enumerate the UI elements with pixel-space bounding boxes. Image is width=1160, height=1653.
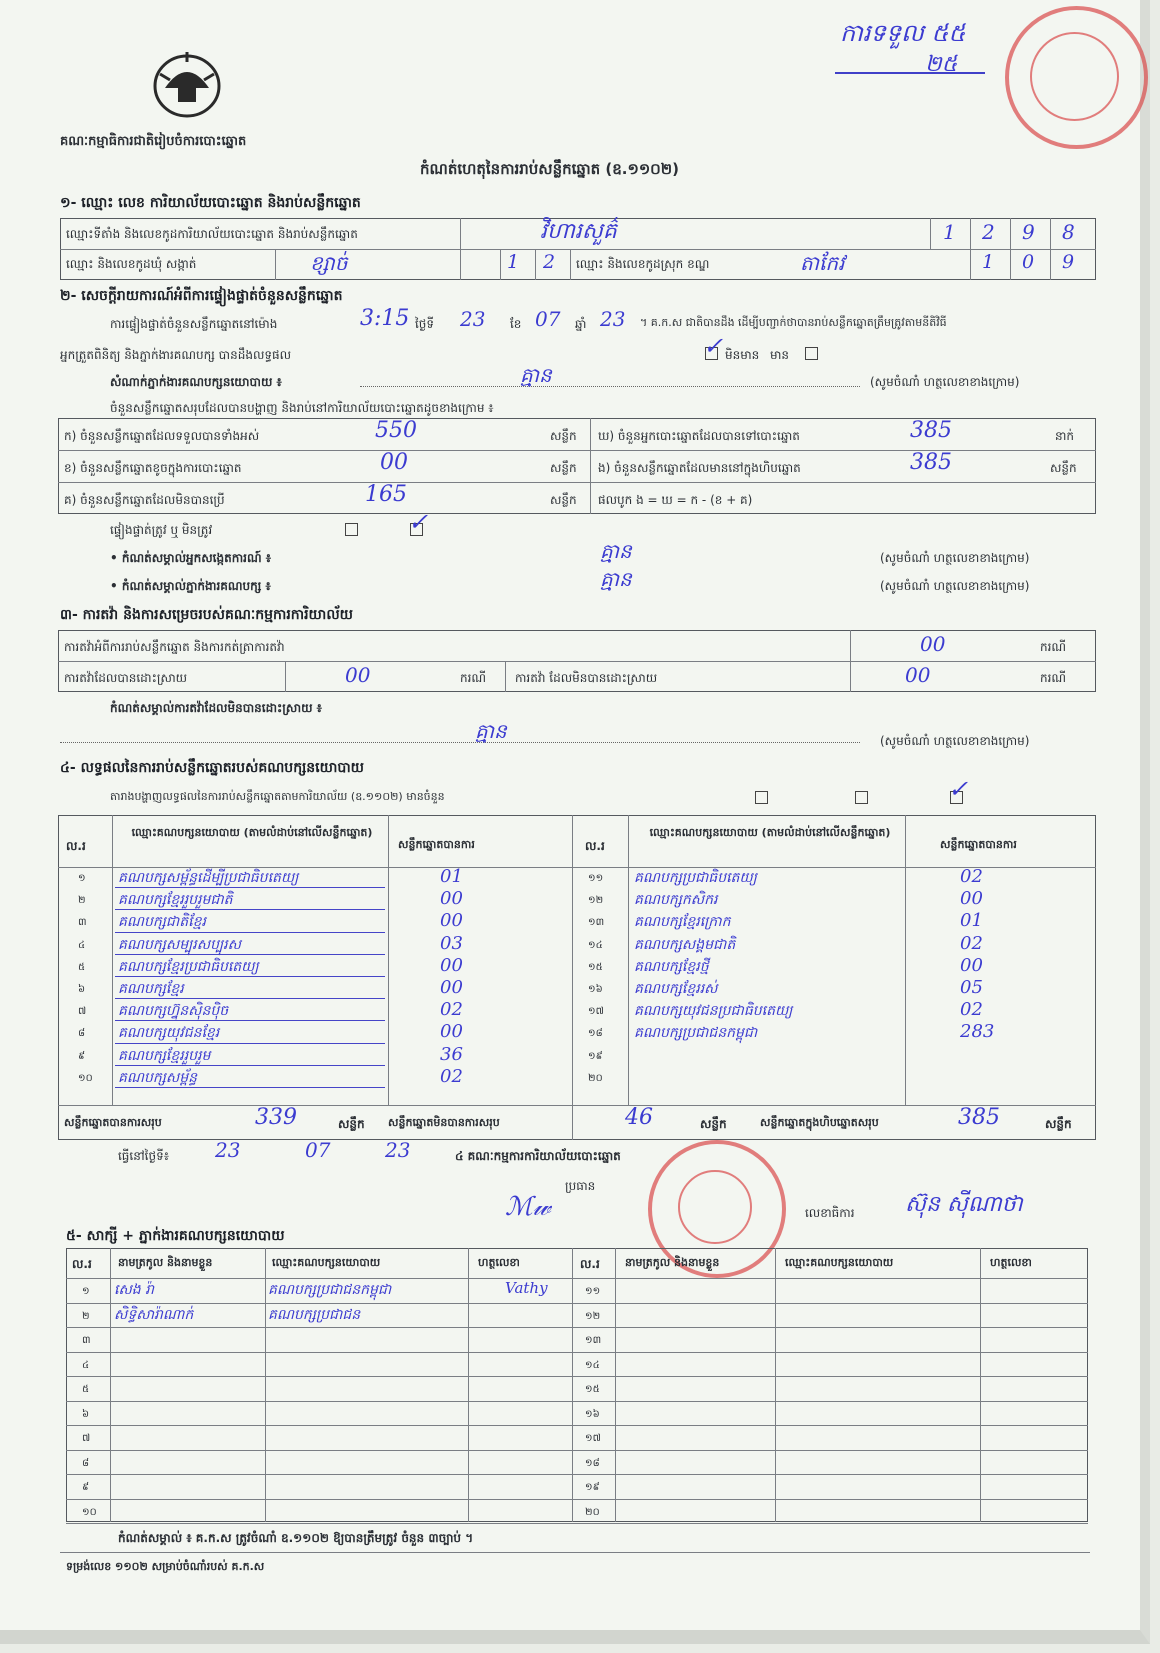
total-all-value: 385 (958, 1105, 1000, 1130)
location-code-2: 2 (982, 220, 995, 244)
complaint1-value: 00 (920, 632, 946, 656)
observer-value: គ្មាន (520, 363, 552, 387)
commune-code-2: 2 (543, 251, 556, 273)
w-right-no-header: ល.រ (580, 1257, 600, 1271)
result-left-underline (115, 976, 385, 977)
commune-code-1: 1 (507, 251, 520, 273)
witness-name: សេង រ៉ា (114, 1282, 154, 1298)
corner-line (835, 72, 985, 74)
total-valid-unit: សន្លឹក (338, 1117, 365, 1131)
witness-vline-3 (572, 1248, 573, 1522)
checkbox-pages-2[interactable] (855, 791, 868, 804)
witness-left-no: ៨ (82, 1457, 90, 1469)
location-code-3: 9 (1022, 220, 1035, 244)
result-left-votes: 02 (440, 999, 463, 1021)
total-all-label: សន្លឹកឆ្នោតក្នុងហិបឆ្នោតសរុប (760, 1116, 879, 1129)
result-right-votes: 01 (960, 910, 983, 932)
result-right-no: ១៦ (588, 984, 603, 995)
complaint-sign-note: (សូមចំណាំ ហត្ថលេខាខាងក្រោម) (880, 734, 1030, 748)
result-left-party: គណបក្សសម្ព័ន្ធដើម្បីប្រជាធិបតេយ្យ (118, 870, 299, 886)
total-c-unit: សន្លឹក (550, 493, 577, 507)
result-left-underline (115, 887, 385, 888)
witness-right-no: ២០ (585, 1506, 600, 1518)
result-right-votes: 02 (960, 932, 983, 954)
right-no-header: ល.រ (585, 839, 605, 853)
total-d-unit: នាក់ (1055, 429, 1075, 443)
w-right-sign-header: ហត្ថលេខា (990, 1256, 1032, 1269)
district-code-3: 9 (1062, 251, 1075, 273)
witness-left-no: ១០ (82, 1506, 97, 1518)
witness-vline-0 (110, 1248, 111, 1522)
w-left-sign-header: ហត្ថលេខា (478, 1256, 520, 1269)
witness-right-no: ១៤ (585, 1359, 600, 1371)
result-left-underline (115, 1065, 385, 1066)
witness-vline-5 (775, 1248, 776, 1522)
w-right-name-header: នាមត្រកូល និងនាមខ្លួន (625, 1256, 720, 1269)
result-left-no: ៣ (78, 917, 87, 929)
total-all-unit: សន្លឹក (1045, 1117, 1072, 1131)
district-value: តាកែវ (800, 251, 845, 275)
witness-right-no: ១៨ (585, 1457, 600, 1469)
total-invalid-unit: សន្លឹក (700, 1117, 727, 1131)
complaint2-label: ការតវ៉ាដែលបានដោះស្រាយ (64, 671, 188, 685)
check-line: ផ្ទៀងផ្ទាត់ត្រូវ ឬ មិនត្រូវ (110, 523, 213, 537)
result-right-no: ១៣ (588, 917, 605, 929)
witness-hline-7 (66, 1450, 1088, 1451)
total-c-value: 165 (365, 482, 407, 507)
total-d-value: 385 (910, 418, 952, 443)
complaint3-unit: ករណី (1040, 671, 1067, 685)
witness-left-no: ៩ (82, 1482, 90, 1493)
committee-label: ៤ គណៈកម្មការការិយាល័យបោះឆ្នោត (455, 1149, 621, 1163)
result-left-party: គណបក្សហ្វ៊ុនស៊ិនប៉ិច (118, 1003, 229, 1020)
result-right-votes: 02 (960, 866, 983, 887)
result-left-votes: 36 (440, 1043, 463, 1065)
result-right-no: ១៧ (588, 1006, 604, 1018)
section2-title: ២- សេចក្តីរាយការណ៍អំពីការផ្ទៀងផ្ទាត់ចំនួនសន្លឹកឆ្នោត (60, 288, 343, 304)
complaint-note-label: កំណត់សម្គាល់ការតវ៉ាដែលមិនបានដោះស្រាយ ៖ (110, 701, 322, 715)
results-vline-1 (112, 815, 113, 1105)
witness-table (66, 1248, 1088, 1522)
results-vline-4 (628, 815, 629, 1105)
witness-right-no: ១៩ (585, 1482, 600, 1493)
result-right-no: ១៥ (588, 961, 603, 973)
result-left-no: ៦ (78, 984, 86, 995)
total-a-value: 550 (375, 418, 417, 443)
result-left-no: ៥ (78, 961, 86, 973)
section3-title: ៣- ការតវ៉ា និងការសម្រេចរបស់គណៈកម្មការការិយាល័យ (60, 607, 353, 623)
result-right-no: ១២ (588, 895, 604, 907)
total-b-label: ខ) ចំនួនសន្លឹកឆ្នោតខូចក្នុងការបោះឆ្នោត (64, 461, 242, 475)
w-left-no-header: ល.រ (72, 1257, 92, 1271)
result-right-votes: 05 (960, 977, 983, 998)
checkbox-has[interactable] (805, 347, 818, 360)
district-label: ឈ្មោះ និងលេខកូដស្រុក ខណ្ឌ (576, 257, 710, 271)
result-left-party: គណបក្សសម្ព័ន្ធ (118, 1069, 198, 1086)
total-e-value: 385 (910, 450, 952, 475)
form-title: កំណត់ហេតុនៃការរាប់សន្លឹកឆ្នោត (ឧ.១១០២) (420, 160, 680, 178)
witness-hline-5 (66, 1401, 1088, 1402)
location-code-1: 1 (943, 220, 956, 244)
w-left-name-header: នាមត្រកូល និងនាមខ្លួន (118, 1256, 213, 1269)
secretary-name: ស៊ុន ស៊ីណាថា (905, 1192, 1023, 1217)
checkmark-none-icon: ✓ (703, 332, 724, 360)
total-d-label: ឃ) ចំនួនអ្នកបោះឆ្នោតដែលបានទៅបោះឆ្នោត (598, 429, 800, 443)
witness-left-no: ១ (82, 1286, 90, 1297)
result-left-underline (115, 954, 385, 955)
witness-vline-2 (468, 1248, 469, 1522)
witness-right-no: ១៣ (585, 1335, 602, 1346)
result-left-no: ១ (78, 873, 86, 884)
location-code-4: 8 (1062, 220, 1075, 244)
result-left-votes: 00 (440, 1021, 463, 1043)
witness-right-no: ១៧ (585, 1433, 601, 1444)
result-left-party: គណបក្សខ្មែររួបរួម (118, 1047, 211, 1064)
results-vline-5 (905, 815, 906, 1105)
result-right-no: ១៩ (588, 1050, 603, 1062)
has-label: មាន (770, 348, 790, 362)
committee-stamp-inner (678, 1170, 752, 1244)
result-left-party: គណបក្សយុវជនខ្មែរ (118, 1025, 220, 1042)
witness-hline-6 (66, 1425, 1088, 1426)
result-right-party: គណបក្សខ្មែរថ្មី (634, 958, 709, 975)
result-left-underline (115, 1043, 385, 1044)
witness-left-no: ២ (82, 1310, 90, 1322)
witness-vline-1 (265, 1248, 266, 1522)
verify-text-2: អ្នកត្រួតពិនិត្យ និងភ្នាក់ងារគណបក្ស បានដឹងលទ្ធផល (60, 348, 292, 362)
witness-right-no: ១៥ (585, 1384, 600, 1395)
total-valid-value: 339 (255, 1105, 297, 1130)
observer2-value: គ្មាន (600, 567, 632, 591)
complaint2-unit: ករណី (460, 671, 487, 685)
verify-year: 23 (600, 307, 626, 331)
witness-left-no: ៥ (82, 1384, 90, 1395)
witness-sign: Vathy (505, 1279, 548, 1297)
year-label: ឆ្នាំ (575, 317, 587, 331)
result-right-votes: 283 (960, 1021, 995, 1043)
section4-title: ៤- លទ្ធផលនៃការរាប់សន្លឹកឆ្នោតរបស់គណបក្សនយោបាយ (60, 760, 365, 776)
total-invalid-value: 46 (625, 1105, 653, 1130)
location-value: វិហារសួគ៌ (540, 219, 617, 244)
witness-name: សិទ្ធិសារ៉ាណាក់ (114, 1306, 194, 1323)
witness-hline-1 (66, 1303, 1088, 1304)
observer-label: សំណាក់ភ្នាក់ងារគណបក្សនយោបាយ ៖ (110, 375, 282, 389)
result-left-party: គណបក្សខ្មែររួបរួមជាតិ (118, 892, 233, 909)
observer-sign-note: (សូមចំណាំ ហត្ថលេខាខាងក្រោម) (870, 375, 1020, 389)
checkbox-pages-1[interactable] (755, 791, 768, 804)
left-no-header: ល.រ (66, 839, 86, 853)
total-e-unit: សន្លឹក (1050, 461, 1077, 475)
result-right-no: ២០ (588, 1072, 603, 1084)
emblem-icon (150, 48, 224, 118)
result-right-votes: 00 (960, 888, 983, 910)
secretary-label: លេខាធិការ (805, 1206, 855, 1220)
observer1-note: (សូមចំណាំ ហត្ថលេខាខាងក្រោម) (880, 551, 1030, 565)
day-label: ថ្ងៃទី (415, 317, 435, 331)
result-right-no: ១៤ (588, 939, 603, 951)
results-vline-3 (572, 815, 573, 1140)
witness-hline-8 (66, 1474, 1088, 1475)
result-right-party: គណបក្សប្រជាធិបតេយ្យ (634, 870, 757, 886)
w-left-party-header: ឈ្មោះគណបក្សនយោបាយ (272, 1256, 381, 1269)
result-right-party: គណបក្សខ្មែររស់ (634, 981, 718, 997)
witness-vline-4 (615, 1248, 616, 1522)
complaint-note-value: គ្មាន (475, 719, 507, 743)
result-left-votes: 00 (440, 910, 463, 932)
result-date-day: 23 (215, 1138, 241, 1162)
checkmark-correct-icon: ✓ (408, 508, 429, 536)
result-left-underline (115, 998, 385, 999)
witness-left-no: ៧ (82, 1433, 91, 1444)
result-right-party: គណបក្សសង្គមជាតិ (634, 936, 736, 953)
w-right-party-header: ឈ្មោះគណបក្សនយោបាយ (785, 1256, 894, 1269)
result-right-party: គណបក្សប្រជាជនកម្ពុជា (634, 1025, 758, 1042)
observer1-label: • កំណត់សម្គាល់អ្នកសង្កេតការណ៍ ៖ (110, 551, 272, 565)
right-party-header: ឈ្មោះគណបក្សនយោបាយ (តាមលំដាប់នៅលើសន្លឹកឆ្នោត) (649, 826, 891, 839)
result-left-no: ៤ (78, 939, 86, 951)
result-right-party: គណបក្សយុវជនប្រជាធិបតេយ្យ (634, 1003, 793, 1020)
verify-day: 23 (460, 307, 486, 331)
result-right-no: ១៨ (588, 1028, 603, 1040)
total-a-unit: សន្លឹក (550, 429, 577, 443)
location-label: ឈ្មោះទីតាំង និងលេខកូដការិយាល័យបោះឆ្នោត និងរាប់សន្លឹកឆ្នោត (66, 227, 358, 241)
result-left-votes: 02 (440, 1065, 463, 1087)
checkbox-incorrect[interactable] (345, 523, 358, 536)
totals-intro: ចំនួនសន្លឹកឆ្នោតសរុបដែលបានបង្ហាញ និងរាប់នៅការិយាល័យបោះឆ្នោតដូចខាងក្រោម ៖ (110, 401, 494, 415)
commune-value: ខ្សាច់ (310, 251, 348, 275)
witness-hline-9 (66, 1499, 1088, 1500)
witness-left-no: ៦ (82, 1408, 90, 1420)
verify-month: 07 (535, 307, 561, 331)
result-left-votes: 00 (440, 888, 463, 910)
complaint1-label: ការតវ៉ាអំពីការរាប់សន្លឹកឆ្នោត និងការកត់ត្រាការតវ៉ា (64, 640, 285, 654)
witness-right-no: ១៦ (585, 1408, 600, 1420)
result-date-month: 07 (305, 1138, 331, 1162)
result-date-label: ធ្វើនៅថ្ងៃទី៖ (118, 1149, 169, 1163)
result-left-party: គណបក្សខ្មែរ (118, 981, 184, 997)
witness-hline-0 (66, 1278, 1088, 1279)
total-c-label: គ) ចំនួនសន្លឹកឆ្នោតដែលមិនបានប្រើ (64, 493, 225, 507)
corner-number: ២៥ (925, 52, 958, 77)
result-left-votes: 00 (440, 977, 463, 998)
section4-intro: តារាងបង្ហាញលទ្ធផលនៃការរាប់សន្លឹកឆ្នោតតាមការិយាល័យ (ឧ.១១០២) មានចំនួន (110, 790, 445, 803)
witness-hline-3 (66, 1352, 1088, 1353)
section5-title: ៥- សាក្សី + ភ្នាក់ងារគណបក្សនយោបាយ (66, 1228, 285, 1244)
result-right-party: គណបក្សកសិករ (634, 892, 718, 909)
witness-hline-4 (66, 1376, 1088, 1377)
result-left-votes: 03 (440, 932, 463, 954)
result-left-no: ៧ (78, 1006, 87, 1018)
section1-title: ១- ឈ្មោះ លេខ ការិយាល័យបោះឆ្នោត និងរាប់សន្លឹកឆ្នោត (60, 195, 361, 211)
result-date-year: 23 (385, 1138, 411, 1162)
checkmark-pages-icon: ✓ (948, 775, 969, 803)
commune-label: ឈ្មោះ និងលេខកូដឃុំ សង្កាត់ (66, 257, 197, 271)
result-left-no: ២ (78, 895, 86, 907)
result-left-no: ១០ (78, 1072, 93, 1084)
complaint3-label: ការតវ៉ា ដែលមិនបានដោះស្រាយ (515, 671, 658, 685)
result-left-underline (115, 1020, 385, 1021)
result-left-votes: 01 (440, 866, 463, 887)
corner-note: ការទទួល ៥៥ (840, 19, 966, 47)
result-right-party: គណបក្សខ្មែរក្រោក (634, 914, 731, 931)
result-left-party: គណបក្សសម្បុរសប្បុរស (118, 936, 241, 953)
result-left-votes: 00 (440, 954, 463, 976)
witness-right-no: ១១ (585, 1286, 601, 1297)
witness-right-no: ១២ (585, 1310, 601, 1322)
president-signature: ℳ𝓌 (505, 1192, 551, 1222)
result-left-underline (115, 932, 385, 933)
observer2-note: (សូមចំណាំ ហត្ថលេខាខាងក្រោម) (880, 579, 1030, 593)
total-b-unit: សន្លឹក (550, 461, 577, 475)
result-left-underline (115, 1087, 385, 1088)
result-left-party: គណបក្សជាតិខ្មែរ (118, 914, 206, 931)
observer1-value: គ្មាន (600, 539, 632, 563)
result-right-votes: 02 (960, 999, 983, 1021)
complaint2-value: 00 (345, 663, 371, 687)
org-name: គណៈកម្មាធិការជាតិរៀបចំការបោះឆ្នោត (60, 134, 247, 149)
verify-text-end: ។ គ.ក.ស ជាតិបានដឹង ដើម្បីបញ្ជាក់ថាបានរាប់សន្លឹកឆ្នោតត្រឹមត្រូវតាមនីតិវិធី (640, 316, 947, 329)
result-left-party: គណបក្សខ្មែរប្រជាធិបតេយ្យ (118, 958, 259, 975)
corner-stamp-inner (1030, 32, 1119, 121)
complaint1-unit: ករណី (1040, 640, 1067, 654)
complaint3-value: 00 (905, 663, 931, 687)
results-total-line (58, 1105, 1096, 1106)
month-label: ខែ (510, 317, 522, 331)
result-left-no: ៨ (78, 1028, 86, 1040)
result-left-underline (115, 909, 385, 910)
verify-time-label: ការផ្ទៀងផ្ទាត់ចំនួនសន្លឹកឆ្នោតនៅម៉ោង (110, 317, 278, 331)
witness-hline-2 (66, 1327, 1088, 1328)
right-votes-header: សន្លឹកឆ្នោតបានការ (940, 838, 1017, 851)
left-party-header: ឈ្មោះគណបក្សនយោបាយ (តាមលំដាប់នៅលើសន្លឹកឆ្នោត) (131, 826, 373, 839)
form-footer: ទម្រង់លេខ ១១០២ សម្រាប់ចំណាំរបស់ គ.ក.ស (66, 1560, 265, 1573)
footnote: កំណត់សម្គាល់ ៖ គ.ក.ស ត្រូវចំណាំ ឧ.១១០២ ឱ្យបានត្រឹមត្រូវ ចំនួន ៣ច្បាប់ ។ (118, 1531, 474, 1545)
result-left-no: ៩ (78, 1050, 86, 1062)
witness-left-no: ៣ (82, 1335, 91, 1346)
district-code-2: 0 (1022, 251, 1035, 273)
observer2-label: • កំណត់សម្គាល់ភ្នាក់ងារគណបក្ស ៖ (110, 579, 271, 593)
total-invalid-label: សន្លឹកឆ្នោតមិនបានការសរុប (388, 1116, 500, 1129)
results-vline-2 (388, 815, 389, 1105)
total-b-value: 00 (380, 450, 408, 475)
witness-left-no: ៤ (82, 1359, 90, 1371)
none-label: មិនមាន (725, 348, 760, 362)
verify-time: 3:15 (360, 306, 410, 331)
president-label: ប្រធាន (565, 1179, 596, 1193)
result-right-votes: 00 (960, 954, 983, 976)
witness-vline-6 (980, 1248, 981, 1522)
total-valid-label: សន្លឹកឆ្នោតបានការសរុប (64, 1116, 162, 1129)
total-a-label: ក) ចំនួនសន្លឹកឆ្នោតដែលទទួលបានទាំងអស់ (64, 429, 260, 443)
witness-party: គណបក្សប្រជាជនកម្ពុជា (268, 1282, 392, 1298)
left-votes-header: សន្លឹកឆ្នោតបានការ (398, 838, 475, 851)
witness-hline-10 (66, 1523, 1088, 1524)
totals-formula: ផលបូក ង = ឃ = ក - (ខ + គ) (598, 493, 753, 507)
total-e-label: ង) ចំនួនសន្លឹកឆ្នោតដែលមាននៅក្នុងហិបឆ្នោត (598, 461, 801, 475)
district-code-1: 1 (982, 251, 995, 273)
result-right-no: ១១ (588, 873, 604, 884)
witness-party: គណបក្សប្រជាជន (268, 1306, 361, 1323)
